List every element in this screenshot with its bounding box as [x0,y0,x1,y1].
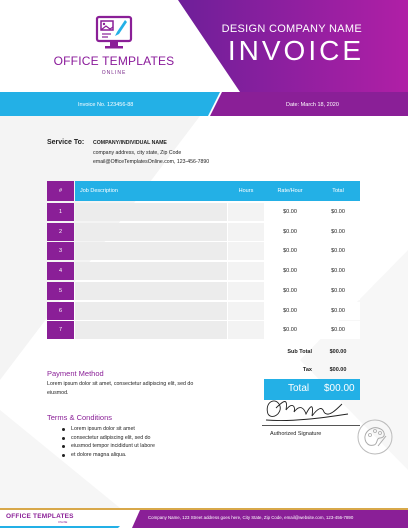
signature-line [262,425,360,426]
footer-address: Company Name, 123 Street address goes here, City State, Zip Code, email@website.com, 123-456-7890 [148,515,354,520]
col-header-num: # [58,188,63,194]
hours-cell[interactable] [228,321,264,339]
invoice-number: Invoice No. 123456-88 [78,102,134,108]
footer-logo: OFFICE TEMPLATES [6,513,74,520]
payment-method-text: Lorem ipsum dolor sit amet, consectetur adipiscing elit, sed do eiusmod. [47,381,194,396]
row-number: 4 [47,262,74,280]
total-cell: $0.00 [316,321,360,339]
hours-cell[interactable] [228,282,264,300]
client-contact: email@OfficeTemplatesOnline.com, 123-456-7890 [93,159,210,166]
description-cell[interactable] [75,321,227,339]
total-cell: $0.00 [316,203,360,221]
logo-wordmark: OFFICE TEMPLATES [53,54,175,68]
logo-subtitle: ONLINE [101,70,127,76]
client-address: company address, city state, Zip Code [93,149,182,156]
terms-title: Terms & Conditions [47,413,113,422]
rate-cell[interactable]: $0.00 [265,242,315,260]
row-number: 1 [47,203,74,221]
hours-cell[interactable] [228,223,264,241]
list-item: consectetur adipiscing elit, sed do [62,434,155,443]
design-monitor-icon [93,14,135,52]
info-band [0,92,408,116]
total-cell: $0.00 [316,223,360,241]
total-cell: $0.00 [316,282,360,300]
service-address [93,139,209,168]
company-name: DESIGN COMPANY NAME [221,23,362,35]
service-to-label: Service To: [47,139,85,146]
col-header-description: Job Description [80,188,118,194]
invoice-title: INVOICE [227,35,364,66]
terms-list [62,425,155,460]
col-header-total: Total [332,188,344,194]
col-header-hours: Hours [238,188,254,194]
total-cell: $0.00 [316,242,360,260]
list-item: et dolore magna aliqua. [62,451,155,460]
hours-cell[interactable] [228,203,264,221]
subtotal-label: Sub Total [287,349,312,355]
subtotal-value: $00.00 [329,349,347,355]
hours-cell[interactable] [228,242,264,260]
row-number: 5 [47,282,74,300]
description-cell[interactable] [75,242,227,260]
rate-cell[interactable]: $0.00 [265,262,315,280]
description-cell[interactable] [75,223,227,241]
total-cell: $0.00 [316,302,360,320]
row-number: 7 [47,321,74,339]
rate-cell[interactable]: $0.00 [265,321,315,339]
description-cell[interactable] [75,262,227,280]
client-name: COMPANY/INDIVIDUAL NAME [93,140,167,146]
total-value: $00.00 [324,383,355,394]
total-cell: $0.00 [316,262,360,280]
company-logo [44,14,184,84]
description-cell[interactable] [75,282,227,300]
hours-cell[interactable] [228,302,264,320]
footer-logo-subtitle: ONLINE [58,521,68,524]
payment-method-title: Payment Method [47,369,104,378]
row-number: 3 [47,242,74,260]
row-number: 2 [47,223,74,241]
description-cell[interactable] [75,203,227,221]
description-cell[interactable] [75,302,227,320]
invoice-date: Date: March 18, 2020 [286,102,339,108]
row-number: 6 [47,302,74,320]
tax-value: $00.00 [329,367,347,373]
list-item: Lorem ipsum dolor sit amet [62,425,155,434]
rate-cell[interactable]: $0.00 [265,223,315,241]
signature-label: Authorized Signature [270,431,322,437]
hours-cell[interactable] [228,262,264,280]
rate-cell[interactable]: $0.00 [265,203,315,221]
rate-cell[interactable]: $0.00 [265,282,315,300]
rate-cell[interactable]: $0.00 [265,302,315,320]
total-label: Total [288,383,310,394]
tax-label: Tax [302,367,312,373]
list-item: eiusmod tempor incididunt ut labore [62,442,155,451]
handwritten-signature [262,392,352,428]
palette-icon [356,418,394,456]
col-header-rate: Rate/Hour [277,188,303,194]
